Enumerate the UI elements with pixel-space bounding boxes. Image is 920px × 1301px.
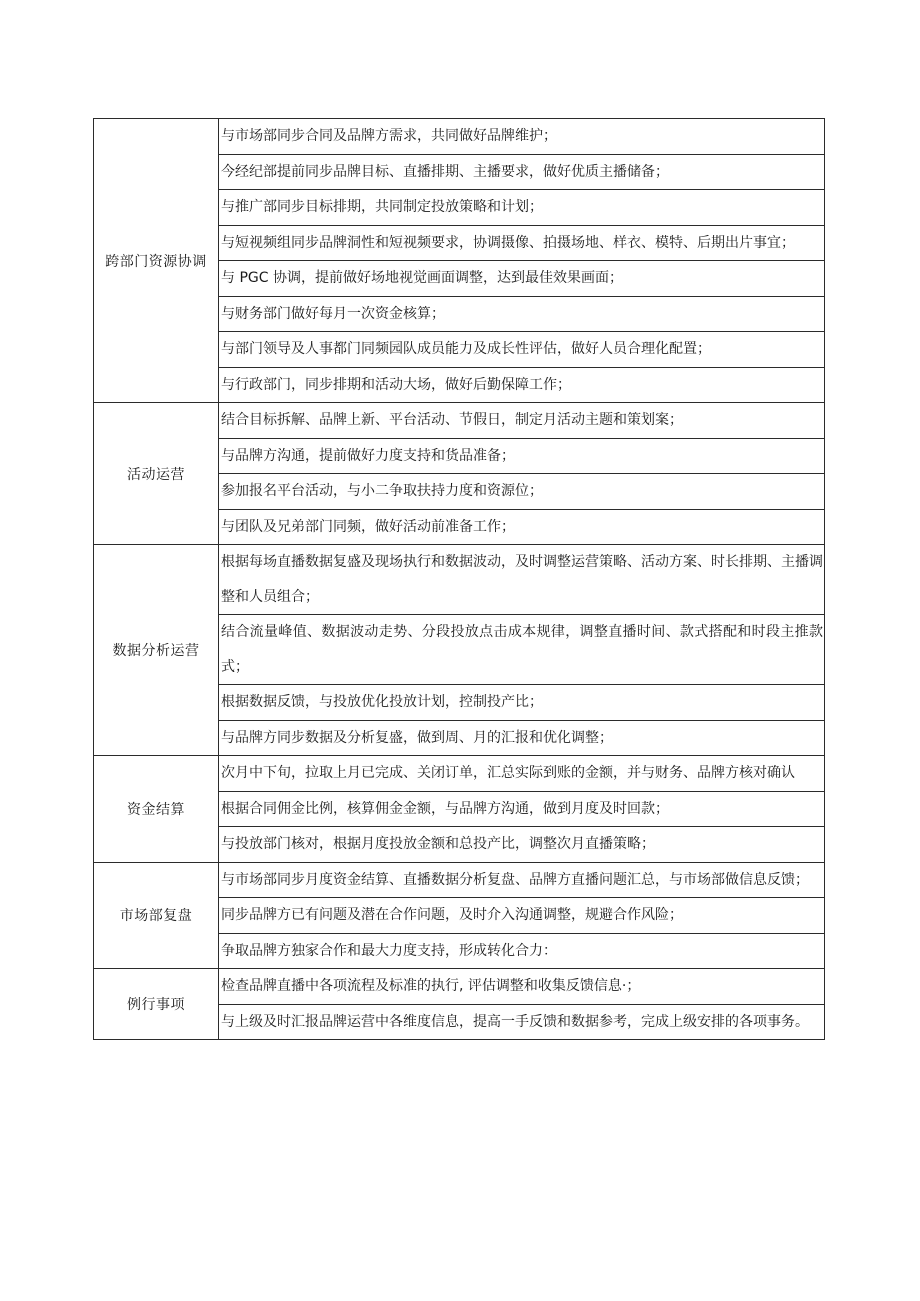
section-title-data-analysis: 数据分析运营 <box>94 545 219 756</box>
table-row <box>94 862 825 898</box>
table-cell: 根据每场直播数据复盛及现场执行和数据波动，及时调整运营策略、活动方案、时长排期、主播调整和人员组合； <box>219 545 825 615</box>
table-cell: 与部门领导及人事都门同频园队成员能力及成长性评估，做好人员合理化配置； <box>219 332 825 368</box>
table-cell: 与团队及兄弟部门同频，做好活动前准备工作； <box>219 509 825 545</box>
table-row <box>94 756 825 792</box>
table-cell: 与投放部门核对，根据月度投放金额和总投产比，调整次月直播策略； <box>219 827 825 863</box>
table-row <box>94 403 825 439</box>
table-cell: 与推广部同步目标排期，共同制定投放策略和计划； <box>219 190 825 226</box>
table-cell: 与行政部门，同步排期和活动大场，做好后勤保障工作； <box>219 367 825 403</box>
table-cell: 同步品牌方已有问题及潜在合作问题，及时介入沟通调整，规避合作风险； <box>219 898 825 934</box>
table-cell: 今经纪部提前同步品牌目标、直播排期、主播要求，做好优质主播储备； <box>219 154 825 190</box>
table-cell: 根据合同佣金比例，核算佣金金额，与品牌方沟通，做到月度及时回款； <box>219 791 825 827</box>
table-cell: 与 PGC 协调，提前做好场地视觉画面调整，达到最佳效果画面； <box>219 261 825 297</box>
section-title-activity-ops: 活动运营 <box>94 403 219 545</box>
table-cell: 与短视频组同步品牌洞性和短视频要求，协调摄像、拍摄场地、样衣、模特、后期出片事宜； <box>219 225 825 261</box>
table-cell: 与市场部同步月度资金结算、直播数据分析复盘、品牌方直播问题汇总，与市场部做信息反馈； <box>219 862 825 898</box>
table-cell: 结合目标拆解、品牌上新、平台活动、节假日，制定月活动主题和策划案； <box>219 403 825 439</box>
table-cell: 与品牌方沟通，提前做好力度支持和货品准备； <box>219 438 825 474</box>
table-cell: 参加报名平台活动，与小二争取扶持力度和资源位； <box>219 474 825 510</box>
table-row <box>94 969 825 1005</box>
section-title-settlement: 资金结算 <box>94 756 219 863</box>
table-cell: 次月中下旬，拉取上月已完成、关闭订单，汇总实际到账的金额，并与财务、品牌方核对确认 <box>219 756 825 792</box>
table-cell: 与财务部门做好每月一次资金核算； <box>219 296 825 332</box>
table-cell: 争取品牌方独家合作和最大力度支持，形成转化合力： <box>219 933 825 969</box>
table-cell: 与上级及时汇报品牌运营中各维度信息，提高一手反馈和数据参考，完成上级安排的各项事务。 <box>219 1004 825 1040</box>
table-cell: 结合流量峰值、数据波动走势、分段投放点击成本规律，调整直播时间、款式搭配和时段主推款式； <box>219 615 825 685</box>
section-title-routine: 例行事项 <box>94 969 219 1040</box>
section-title-market-review: 市场部复盘 <box>94 862 219 969</box>
table-row <box>94 119 825 155</box>
table-row <box>94 545 825 615</box>
table-cell: 根据数据反馈，与投放优化投放计划，控制投产比； <box>219 685 825 721</box>
section-title-cross-department: 跨部门资源协调 <box>94 119 219 403</box>
table-cell: 与市场部同步合同及品牌方需求，共同做好品牌维护； <box>219 119 825 155</box>
duty-table <box>93 118 825 1040</box>
table-cell: 与品牌方同步数据及分析复盛，做到周、月的汇报和优化调整； <box>219 720 825 756</box>
table-cell: 检查品牌直播中各项流程及标准的执行, 评估调整和收集反馈信息·； <box>219 969 825 1005</box>
